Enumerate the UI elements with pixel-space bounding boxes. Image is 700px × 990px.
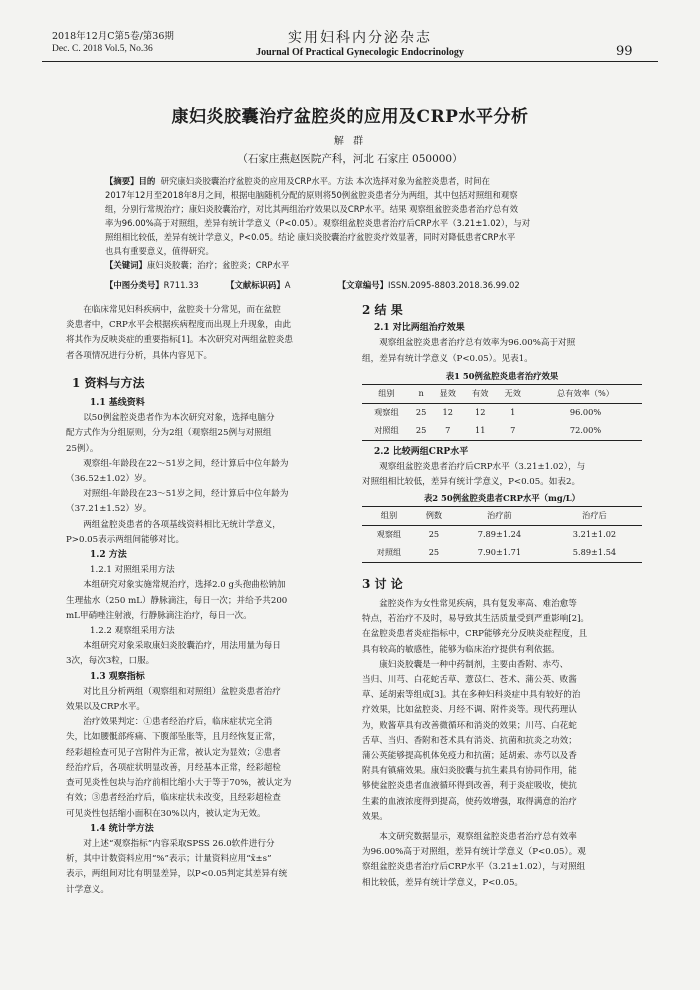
keywords: 康妇炎胶囊；治疗；盆腔炎；CRP水平	[146, 260, 290, 270]
page-number: 99	[616, 44, 633, 59]
subsection-heading: 1.2 方法	[90, 550, 127, 561]
abstract-line: 率为96.00%高于对照组，差异有统计学意义（P<0.05）。观察组盆腔炎患者治疗后CRP水平（3.21±1.02），与对	[105, 218, 531, 228]
article-title: 康妇炎胶囊治疗盆腔炎的应用及CRP水平分析	[171, 107, 529, 127]
table-header-row: 组别 例数 治疗前 治疗后	[362, 506, 642, 525]
abstract	[105, 174, 605, 272]
table-caption: 表2 50例盆腔炎患者CRP水平（mg/L）	[423, 492, 581, 503]
author: 解 群	[333, 136, 367, 147]
subsubsection-heading: 1.2.1 对照组采用方法	[90, 565, 175, 576]
issue-info	[52, 30, 174, 56]
table-caption: 表1 50例盆腔炎患者治疗效果	[445, 370, 559, 381]
subsection-heading: 1.3 观察指标	[90, 671, 145, 682]
table-2	[362, 506, 642, 563]
subsection-heading: 2.1 对比两组治疗效果	[374, 323, 465, 334]
journal-en: Journal Of Practical Gynecologic Endocrinology	[256, 47, 464, 58]
section-heading: 2 结 果	[362, 303, 403, 317]
header-rule	[42, 61, 658, 62]
article-id: ISSN.2095-8803.2018.36.99.02	[388, 280, 520, 290]
table-row: 对照组 25 7 11 7 72.00%	[362, 422, 642, 441]
section-heading: 1 资料与方法	[72, 375, 145, 390]
journal-name	[200, 27, 520, 58]
doc-code: A	[284, 280, 291, 290]
left-column: 在临床常见妇科疾病中，盆腔炎十分常见，而在盆腔 炎患者中，CRP水平会根据疾病程度而出现上升现象，由此 将其作为反映炎症的重要指标[1]。本次研究对两组盆腔炎患 者各项情况进行分析，具体内容见下。 1 资料与方法 1.1 基线资料 以50例盆腔炎患者作为本次研究对象，选择电脑分 配方式作为分组原则，分为2组（观察组25例与对照组 25例）。 观察组-年龄段在22～51岁之间，经计算后中位年龄为 （36.52±1.02）岁。 对照组-年龄段在23～51岁之间，经计算后中位年龄为 （37.21±1.52）岁。 两组盆腔炎患者的各项基线资料相比无统计学意义， P>0.05表示两组间能够对比。 1.2 方法 1.2.1 对照组采用方法 本组研究对象实施常规治疗，选择2.0 g头孢曲松钠加 生理盐水（250 mL）静脉滴注，每日一次；并给予共200 mL甲硝唑注射液，行静脉滴注治疗，每日一次。 1.2.2 观察组采用方法 本组研究对象采取康妇炎胶囊治疗，用法用量为每日 3次，每次3粒，口服。 1.3 观察指标 对比且分析两组（观察组和对照组）盆腔炎患者治疗 效果以及CRP水平。 治疗效果判定：①患者经治疗后，临床症状完全消 失，比如腰骶部疼痛、下腹部坠胀等，且月经恢复正常， 经彩超检查可见子宫附件为正常，被认定为显效；②患者 经治疗后，各项症状明显改善，月经基本正常，经彩超检 查可见炎性包块与治疗前相比缩小大于等于70%，被认定为 有效；③患者经治疗后，临床症状未改变，且经彩超检查 可见炎性包括缩小面积在30%以内，被认定为无效。 1.4 统计学方法 对上述“观察指标”内容采取SPSS 26.0软件进行分 析，其中计数资料应用“%”表示；计量资料应用“x̄±s” 表示，两组间对比有明显差异，以P<0.05判定其差异有统 计学意义。	[66, 303, 356, 898]
clc-code: R711.33	[163, 280, 199, 290]
table-row: 对照组 25 7.90±1.71 5.89±1.54	[362, 544, 642, 563]
abstract-line: 2017年12月至2018年8月之间，根据电脑随机分配的原则将50例盆腔炎患者分为两组，其中包括对照组和观察	[105, 190, 518, 200]
abstract-line: 照组相比较低，差异有统计学意义，P<0.05。结论 康妇炎胶囊治疗盆腔炎疗效显著，同时对降低患者CRP水平	[105, 232, 516, 242]
table-header-row: 组别 n 显效 有效 无效 总有效率（%）	[362, 385, 642, 404]
subsection-heading: 2.2 比较两组CRP水平	[374, 447, 469, 458]
subsection-heading: 1.1 基线资料	[90, 398, 145, 409]
abstract-line: 也具有重要意义，值得研究。	[105, 246, 214, 256]
abstract-label: 【摘要】目的	[105, 176, 156, 186]
subsubsection-heading: 1.2.2 观察组采用方法	[90, 626, 175, 637]
table-1	[362, 384, 642, 441]
issue-cn: 2018年12月C第5卷/第36期	[52, 31, 174, 42]
paragraph-line: 在临床常见妇科疾病中，盆腔炎十分常见，而在盆腔	[83, 305, 281, 315]
table-row: 观察组 25 12 12 1 96.00%	[374, 407, 602, 418]
abstract-line: 【摘要】目的 研究康妇炎胶囊治疗盆腔炎的应用及CRP水平。方法 本次选择对象为盆腔炎患者，时间在	[105, 176, 490, 186]
section-heading: 3 讨 论	[362, 576, 403, 591]
affiliation: （石家庄燕赵医院产科，河北 石家庄 050000）	[237, 153, 463, 165]
table-row: 观察组 25 7.89±1.24 3.21±1.02	[376, 529, 617, 540]
right-column: 2 结 果 2.1 对比两组治疗效果 观察组盆腔炎患者治疗总有效率为96.00%高于对照 组，差异有统计学意义（P<0.05）。见表1。 表1 50例盆腔炎患者治疗效果 组别 n 显效 有效 无效 总有效率（%） 观察组 25 12 12 1 96.00% 对照组 25 7 11 7 72.00% 2.2 比较两组CRP水平 观察组盆腔炎患者治疗后CRP水平（3.21±1.02），与 对照组相比较低，差异有统计学意义，P<0.05。如表2。 表2 50例盆腔炎患者CRP水平（mg/L） 组别 例数 治疗前 治疗后 观察组 25 7.89±1.24 3.21±1.02 对照组 25 7.90±1.71 5.89±1.54 3 讨 论 盆腔炎作为女性常见疾病，具有复发率高、难治愈等 特点，若治疗不及时，易导致其生活质量受到严重影响[2]。 在盆腔炎患者炎症指标中，CRP能够充分反映炎症程度，且 具有较高的敏感性，能够为临床治疗提供有利依据。 康妇炎胶囊是一种中药制剂，主要由香附、赤芍、 当归、川芎、白花蛇舌草、薏苡仁、苍术、蒲公英、败酱 草、延胡索等组成[3]。其在多种妇科炎症中具有较好的治 疗效果，比如盆腔炎、月经不调、附件炎等。现代药理认 为，败酱草具有改善微循环和消炎的效果；川芎、白花蛇 舌草、当归、香附和苍术具有消炎、抗菌和抗炎之功效； 蒲公英能够提高机体免疫力和抗菌；延胡索、赤芍以及香 附具有镇痛效果。康妇炎胶囊与抗生素具有协同作用，能 够使盆腔炎患者血液循环得到改善，利于炎症吸收，使抗 生素的血液浓度得到提高，使药效增强，取得满意的治疗 效果。 本文研究数据显示，观察组盆腔炎患者治疗总有效率 为96.00%高于对照组，差异有统计学意义（P<0.05）。观 察组盆腔炎患者治疗后CRP水平（3.21±1.02），与对照组 相比较低，差异有统计学意义，P<0.05。	[362, 303, 642, 891]
subsection-heading: 1.4 统计学方法	[90, 823, 154, 834]
journal-cn: 实用妇科内分泌杂志	[288, 30, 432, 46]
keywords-line: 【关键词】康妇炎胶囊；治疗；盆腔炎；CRP水平	[105, 260, 290, 270]
classification-line: 【中图分类号】R711.33 【文献标识码】A 【文章编号】ISSN.2095-8803.2018.36.99.02	[105, 280, 520, 290]
issue-en: Dec. C. 2018 Vol.5, No.36	[52, 44, 153, 54]
abstract-line: 组，分别行常规治疗；康妇炎胶囊治疗，对比其两组治疗效果以及CRP水平。结果 观察组盆腔炎患者治疗总有效	[105, 204, 519, 214]
